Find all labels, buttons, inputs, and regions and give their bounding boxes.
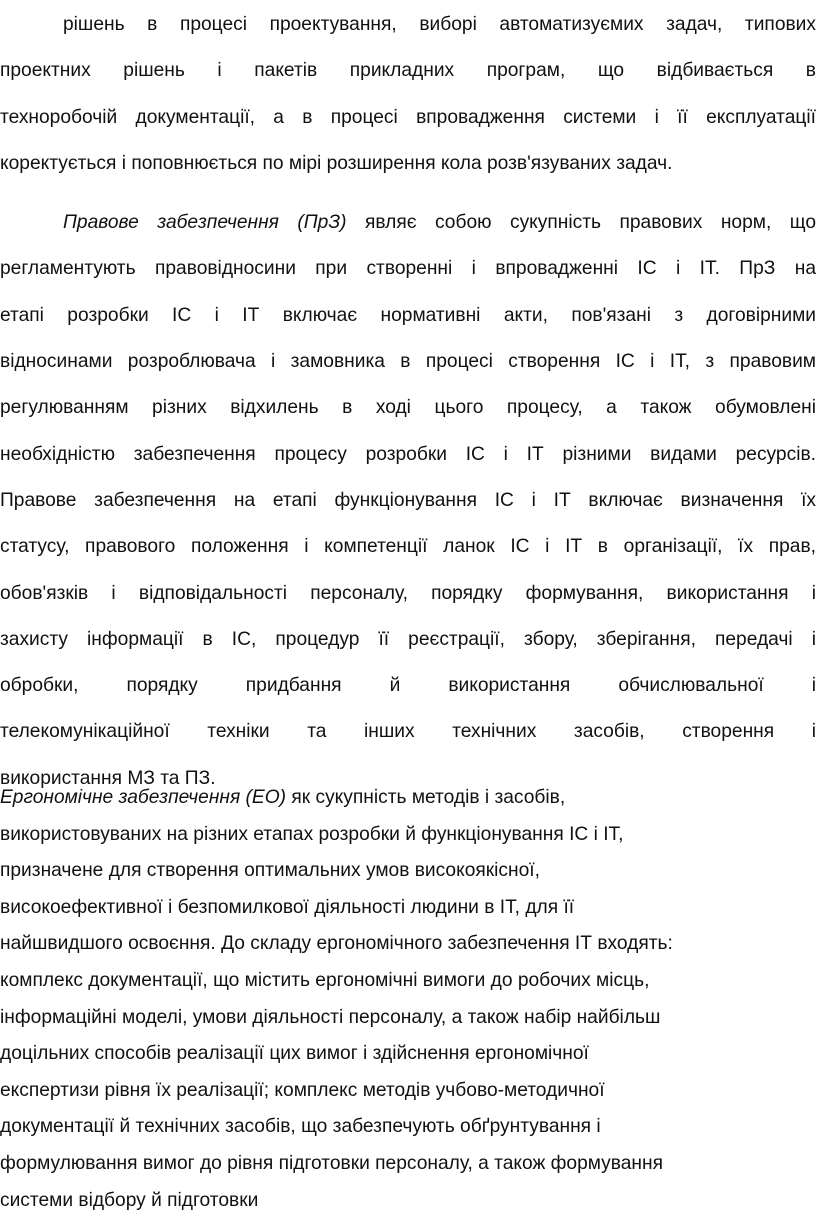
text-line: статусу, правового положення і компетенції ланок ІС і ІТ в організації, їх прав, bbox=[0, 536, 816, 558]
text-line: захисту інформації в ІС, процедур її реєстрації, збору, зберігання, передачі і bbox=[0, 628, 816, 650]
text-line: проектних рішень і пакетів прикладних програм, що відбивається в bbox=[0, 60, 816, 82]
text-line: Правове забезпечення на етапі функціонування ІС і ІТ включає визначення їх bbox=[0, 489, 816, 511]
text-line: доцільних способів реалізації цих вимог і здійснення ергономічної bbox=[0, 1043, 589, 1065]
text-line: регламентують правовідносини при створенні і впровадженні ІС і ІТ. ПрЗ на bbox=[0, 258, 816, 280]
text-line: високоефективної і безпомилкової діяльності людини в ІТ, для її bbox=[0, 896, 575, 918]
body-text-lower bbox=[0, 780, 816, 1219]
text-line: найшвидшого освоєння. До складу ергономічного забезпечення ІТ входять: bbox=[0, 933, 673, 955]
text-line: комплекс документації, що містить ергономічні вимоги до робочих місць, bbox=[0, 969, 650, 991]
text-line: призначене для створення оптимальних умов високоякісної, bbox=[0, 860, 540, 882]
text-line: документації й технічних засобів, що забезпечують обґрунтування і bbox=[0, 1116, 601, 1138]
text-line: рішень в процесі проектування, виборі автоматизуємих задач, типових bbox=[63, 14, 816, 35]
body-text-upper bbox=[0, 2, 816, 802]
term-legal-support: Правове забезпечення (ПрЗ) bbox=[63, 212, 347, 234]
text-line: інформаційні моделі, умови діяльності персоналу, а також набір найбільш bbox=[0, 1006, 661, 1028]
text-line bbox=[0, 200, 816, 246]
text-fragment: як сукупність методів і засобів, bbox=[286, 787, 566, 808]
text-line: використання МЗ та ПЗ. bbox=[0, 767, 216, 789]
text-line: телекомунікаційної техніки та інших технічних засобів, створення і bbox=[0, 721, 816, 743]
text-fragment: являє собою сукупність правових норм, що bbox=[346, 212, 816, 234]
text-line: коректується і поповнюється по мірі розширення кола розв'язуваних задач. bbox=[0, 152, 673, 174]
text-line: експертизи рівня їх реалізації; комплекс методів учбово-методичної bbox=[0, 1079, 605, 1101]
text-line: обробки, порядку придбання й використання обчислювальної і bbox=[0, 675, 816, 697]
term-ergonomic-support: Ергономічне забезпечення (ЕО) bbox=[0, 787, 287, 808]
text-line: техноробочій документації, а в процесі впровадження системи і її експлуатації bbox=[0, 106, 816, 128]
text-line: етапі розробки ІС і ІТ включає нормативні акти, пов'язані з договірними bbox=[0, 304, 816, 326]
text-line: необхідністю забезпечення процесу розробки ІС і ІТ різними видами ресурсів. bbox=[0, 443, 816, 465]
text-line: обов'язків і відповідальності персоналу, порядку формування, використання і bbox=[0, 582, 816, 604]
text-line: системи відбору й підготовки bbox=[0, 1189, 259, 1211]
text-line: формулювання вимог до рівня підготовки персоналу, а також формування bbox=[0, 1152, 664, 1174]
paragraph-gap bbox=[0, 187, 816, 200]
text-line: регулюванням різних відхилень в ході цього процесу, а також обумовлені bbox=[0, 397, 816, 419]
text-line bbox=[0, 780, 816, 817]
text-line: відносинами розроблювача і замовника в процесі створення ІС і ІТ, з правовим bbox=[0, 351, 816, 373]
text-line: використовуваних на різних етапах розробки й функціонування ІС і ІТ, bbox=[0, 823, 624, 845]
